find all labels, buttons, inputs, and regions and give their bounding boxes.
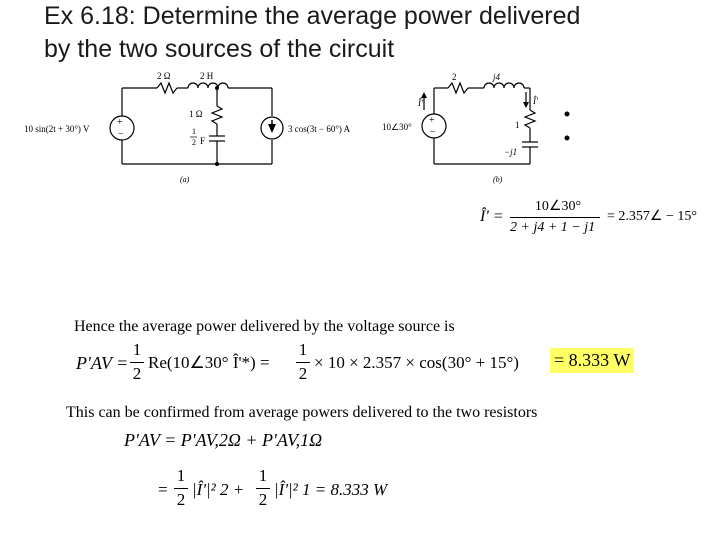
eq2-frac2-den: 2 (298, 364, 308, 383)
a-caption: (a) (180, 175, 190, 184)
eq3-frac-den: 2 (176, 490, 186, 509)
eq2-frac2-num: 1 (298, 340, 308, 359)
eq2-frac2-bar (296, 362, 310, 363)
a-r2-label: 1 Ω (189, 109, 203, 119)
svg-text:−: − (118, 129, 124, 140)
svg-text:+: + (429, 115, 435, 126)
title-line-2: by the two sources of the circuit (44, 35, 395, 63)
a-isource-label: 3 cos(3t − 60°) A (288, 124, 351, 134)
eq2-rhs: × 10 × 2.357 × cos(30° + 15°) (314, 353, 519, 372)
eq1-lhs: Î' = (480, 208, 504, 225)
text-voltage-source-power: Hence the average power delivered by the voltage source is (74, 318, 455, 335)
a-l1-label: 2 H (200, 71, 214, 81)
eq1-fraction-bar (510, 217, 600, 218)
b-r1-label: 2 (452, 72, 457, 82)
eq2-result-highlight: = 8.333 W (550, 348, 634, 373)
b-c-label: −j1 (504, 147, 518, 157)
circuit-a-diagram (20, 66, 360, 188)
eq3-line1: P'AV = P'AV,2Ω + P'AV,1Ω (124, 430, 323, 450)
a-vsource-label: 10 sin(2t + 30°) V (24, 124, 90, 134)
eq2-frac-num: 1 (132, 340, 142, 359)
equation-average-power (74, 340, 674, 390)
eq3-frac2-num: 1 (258, 466, 268, 485)
eq3-frac2-den: 2 (258, 490, 268, 509)
eq3-frac2-bar (256, 488, 270, 489)
equation-resistor-powers (124, 428, 504, 528)
b-r2-label: 1 (515, 120, 520, 130)
eq3-equals: = (158, 480, 168, 499)
eq3-frac-num: 1 (176, 466, 186, 485)
eq2-frac-bar (130, 362, 144, 363)
b-current-left: Î' (418, 98, 423, 108)
a-c-num: 1 (192, 127, 196, 136)
eq1-result: = 2.357∠ − 15° (607, 209, 697, 224)
eq1-numerator: 10∠30° (534, 199, 582, 214)
eq2-frac-den: 2 (132, 364, 142, 383)
eq3-term1: |Î'|² 2 + (192, 480, 245, 499)
a-c-unit: F (200, 136, 206, 146)
eq3-frac-bar (174, 488, 188, 489)
eq3-term2: |Î'|² 1 = 8.333 W (274, 480, 388, 499)
a-c-den: 2 (192, 138, 196, 147)
circuit-b-diagram (380, 66, 590, 188)
svg-text:+: + (117, 117, 123, 128)
a-r1-label: 2 Ω (157, 71, 171, 81)
b-current-right: Î' (533, 96, 538, 106)
b-l1-label: j4 (493, 72, 501, 82)
equation-current (480, 198, 716, 242)
text-confirm-resistors: This can be confirmed from average powers delivered to the two resistors (66, 404, 538, 421)
eq2-lhs: P'AV = (76, 353, 129, 373)
eq1-denominator: 2 + j4 + 1 − j1 (510, 220, 596, 235)
slide-title (44, 0, 704, 66)
title-line-1: Ex 6.18: Determine the average power delivered (44, 2, 581, 30)
svg-text:−: − (430, 127, 436, 138)
eq2-middle: Re(10∠30° Î'*) = (148, 353, 270, 372)
b-caption: (b) (493, 175, 503, 184)
b-vsource-label: 10∠30° (382, 122, 412, 132)
